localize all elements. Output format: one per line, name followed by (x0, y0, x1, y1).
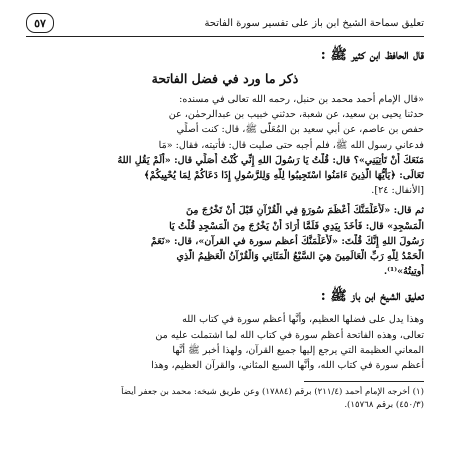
hadith-line: الْحَمْدُ لِلَّهِ رَبِّ الْعَالَمِينَ هِيَ السَّبْعُ الْمَثَانِي وَالْقُرْآنُ الْعَظِيمُ الَّذِي (176, 251, 424, 263)
footnote (26, 386, 424, 412)
subheading-virtues: ذكر ما ورد في فضل الفاتحة (151, 71, 299, 86)
text-line: حفص بن عاصم، عن أبي سعيد بن المُعَلَّى ﷺ، قال: كنت أصلِّي (176, 124, 424, 136)
running-header (26, 12, 424, 37)
text-line: «قال الإمام أحمد محمد بن حنبل، رحمه الله تعالى في مسنده: (179, 94, 424, 105)
footnote-line: (١) أخرجه الإمام أحمد (٢١١/٤) برقم (١٧٨٨٤) وعن طريق شيخه: محمد بن جعفر أيضاً (121, 387, 424, 398)
text-line: حدثنا يحيى بن سعيد، عن شعبة، حدثني خبيب بن عبدالرحمٰن، عن (168, 109, 424, 121)
text-line: تعالى، وهذه الفاتحة أعظم سورة في كتاب الله لما اشتملت عليه من (155, 329, 424, 341)
header-title: تعليق سماحة الشيخ ابن باز على تفسير سورة الفاتحة (204, 17, 424, 29)
footnote-divider (304, 381, 424, 382)
hadith-line: مَنَعَكَ أَنْ تَأْتِيَنِي»؟ قال: قُلْتُ يَا رَسُولَ اللهِ إِنِّي كُنْتُ أُصَلِّي قال: «أَلَمْ يَقُلِ اللهُ (117, 154, 424, 166)
hadith-paragraph-2 (26, 203, 424, 279)
section-heading-ibn-baz: تعليق الشيخ ابن باز ﷺ : (320, 288, 424, 305)
footnote-line: (٤٥٠/٣) برقم ١٥٧٦٨). (344, 400, 424, 411)
hadith-line: أُوتِيتُهُ»⁽¹⁾. (383, 266, 424, 278)
hadith-line: تَعَالَى: ﴿يَأَيُّهَا الَّذِينَ ءَامَنُوا اسْتَجِيبُوا لِلَّهِ وَلِلرَّسُولِ إِذَا دَعَاكُمْ لِمَا يُحْيِيكُمْ﴾ (143, 170, 424, 182)
document-page (26, 12, 424, 442)
text-line: أعظم سورة في كتاب الله، وأنَّها السبع المثاني، والقرآن العظيم، وهذا (151, 360, 424, 372)
hadith-line: رَسُولَ اللهِ إِنَّكَ قُلْتَ: «لَأُعَلِّمَنَّكَ أعظم سورة في القرآن»، قال: «نَعَمْ (150, 235, 424, 247)
text-line: فدعاني رسول الله ﷺ، فلم أجبه حتى صليت قال: فأتيته، فقال: «مَا (158, 139, 424, 151)
verse-reference: [الأنفال: ٢٤]. (371, 185, 424, 197)
hadith-line: ثم قال: «لَأُعَلِّمَنَّكَ أَعْظَمَ سُورَةٍ فِي الْقُرْآنِ قَبْلَ أَنْ تَخْرُجَ مِنَ (186, 205, 424, 217)
page-number: ٥٧ (26, 13, 54, 33)
hadith-paragraph-1 (26, 92, 424, 198)
commentary-paragraph (26, 312, 424, 373)
section-heading-ibn-kathir: قال الحافظ ابن كثير ﷺ : (320, 47, 424, 63)
hadith-line: الْمَسْجِدِ» قال: فَأَخَذَ بِيَدِي فَلَمَّا أَرَادَ أَنْ يَخْرُجَ مِنَ الْمَسْجِدِ قُلْتُ يَا (169, 220, 424, 232)
text-line: المعاني العظيمة التي يرجع إليها جميع القرآن، ولهذا أخبر ﷺ أنَّها (172, 344, 424, 356)
text-line: وهذا يدل على فضلها العظيم، وأنَّها أعظم سورة في كتاب الله (182, 314, 424, 326)
